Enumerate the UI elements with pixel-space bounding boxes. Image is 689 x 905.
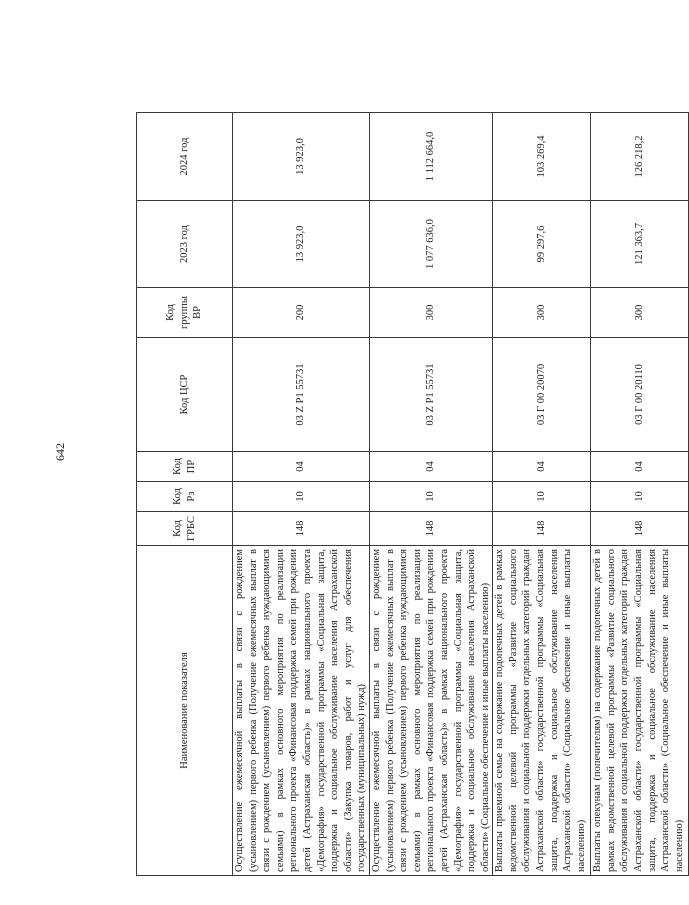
row-csr: 03 Г 00 20070: [493, 338, 591, 452]
header-2023: 2023 год: [137, 201, 233, 288]
header-csr: Код ЦСР: [137, 338, 233, 452]
row-2023: 13 923,0: [233, 201, 370, 288]
row-rz: 10: [591, 482, 689, 512]
row-grbs: 148: [233, 512, 370, 546]
row-name: Выплаты приемной семье на содержание подопечных детей в рамках ведомственной целевой программы «Развитие социального обслуживания и социальной поддержки отдельных категорий граждан Астраханской области» государственной программы «Социальная защита, поддержка и социальное обслуживание населения Астраханской области» (Социальное обеспечение и иные выплаты населению): [493, 546, 591, 876]
row-2023: 99 297,6: [493, 201, 591, 288]
row-2023: 1 077 636,0: [369, 201, 492, 288]
row-vr: 200: [233, 288, 370, 338]
row-rz: 10: [233, 482, 370, 512]
row-vr: 300: [369, 288, 492, 338]
row-2024: 13 923,0: [233, 113, 370, 201]
budget-table: [136, 112, 689, 876]
row-rz: 10: [493, 482, 591, 512]
row-2023: 121 363,7: [591, 201, 689, 288]
header-rz: Код Рз: [137, 482, 233, 512]
row-vr: 300: [493, 288, 591, 338]
table-row: [233, 113, 370, 876]
table-header-row: [137, 113, 233, 876]
row-name: Осуществление ежемесячной выплаты в связи с рождением (усыновлением) первого ребенка (Получение ежемесячных выплат в связи с рождением (усыновлением) первого ребенка нуждающимися семьями) в рамках основного мероприятия по реализации регионального проекта «Финансовая поддержка семей при рождении детей (Астраханская область)» в рамках национального проекта «Демография» государственной программы «Социальная защита, поддержка и социальное обслуживание населения Астраханской области» (Закупка товаров, работ и услуг для обеспечения государственных (муниципальных) нужд): [233, 546, 370, 876]
header-pr: Код ПР: [137, 452, 233, 482]
row-2024: 103 269,4: [493, 113, 591, 201]
row-grbs: 148: [369, 512, 492, 546]
header-vr: Код группы ВР: [137, 288, 233, 338]
row-pr: 04: [369, 452, 492, 482]
row-rz: 10: [369, 482, 492, 512]
rotated-table-container: [136, 113, 685, 876]
row-csr: 03 Z P1 55731: [233, 338, 370, 452]
row-csr: 03 Z P1 55731: [369, 338, 492, 452]
header-name: Наименование показателя: [137, 546, 233, 876]
header-grbs: Код ГРБС: [137, 512, 233, 546]
header-2024: 2024 год: [137, 113, 233, 201]
row-pr: 04: [233, 452, 370, 482]
table-row: [493, 113, 591, 876]
row-name: Осуществление ежемесячной выплаты в связи с рождением (усыновлением) первого ребенка (Получение ежемесячных выплат в связи с рождением (усыновлением) первого ребенка нуждающимися семьями) в рамках основного мероприятия по реализации регионального проекта «Финансовая поддержка семей при рождении детей (Астраханская область)» в рамках национального проекта «Демография» государственной программы «Социальная защита, поддержка и социальное обслуживание населения Астраханской области» (Социальное обеспечение и иные выплаты населению): [369, 546, 492, 876]
table-row: [369, 113, 492, 876]
row-pr: 04: [493, 452, 591, 482]
row-csr: 03 Г 00 20110: [591, 338, 689, 452]
row-grbs: 148: [591, 512, 689, 546]
row-name: Выплаты опекунам (попечителям) на содержание подопечных детей в рамках ведомственной целевой программы «Развитие социального обслуживания и социальной поддержки отдельных категорий граждан Астраханской области» государственной программы «Социальная защита, поддержка и социальное обслуживание населения Астраханской области» (Социальное обеспечение и иные выплаты населению): [591, 546, 689, 876]
row-pr: 04: [591, 452, 689, 482]
row-vr: 300: [591, 288, 689, 338]
row-2024: 1 112 664,0: [369, 113, 492, 201]
table-row: [591, 113, 689, 876]
row-grbs: 148: [493, 512, 591, 546]
page-number: 642: [53, 443, 67, 461]
row-2024: 126 218,2: [591, 113, 689, 201]
